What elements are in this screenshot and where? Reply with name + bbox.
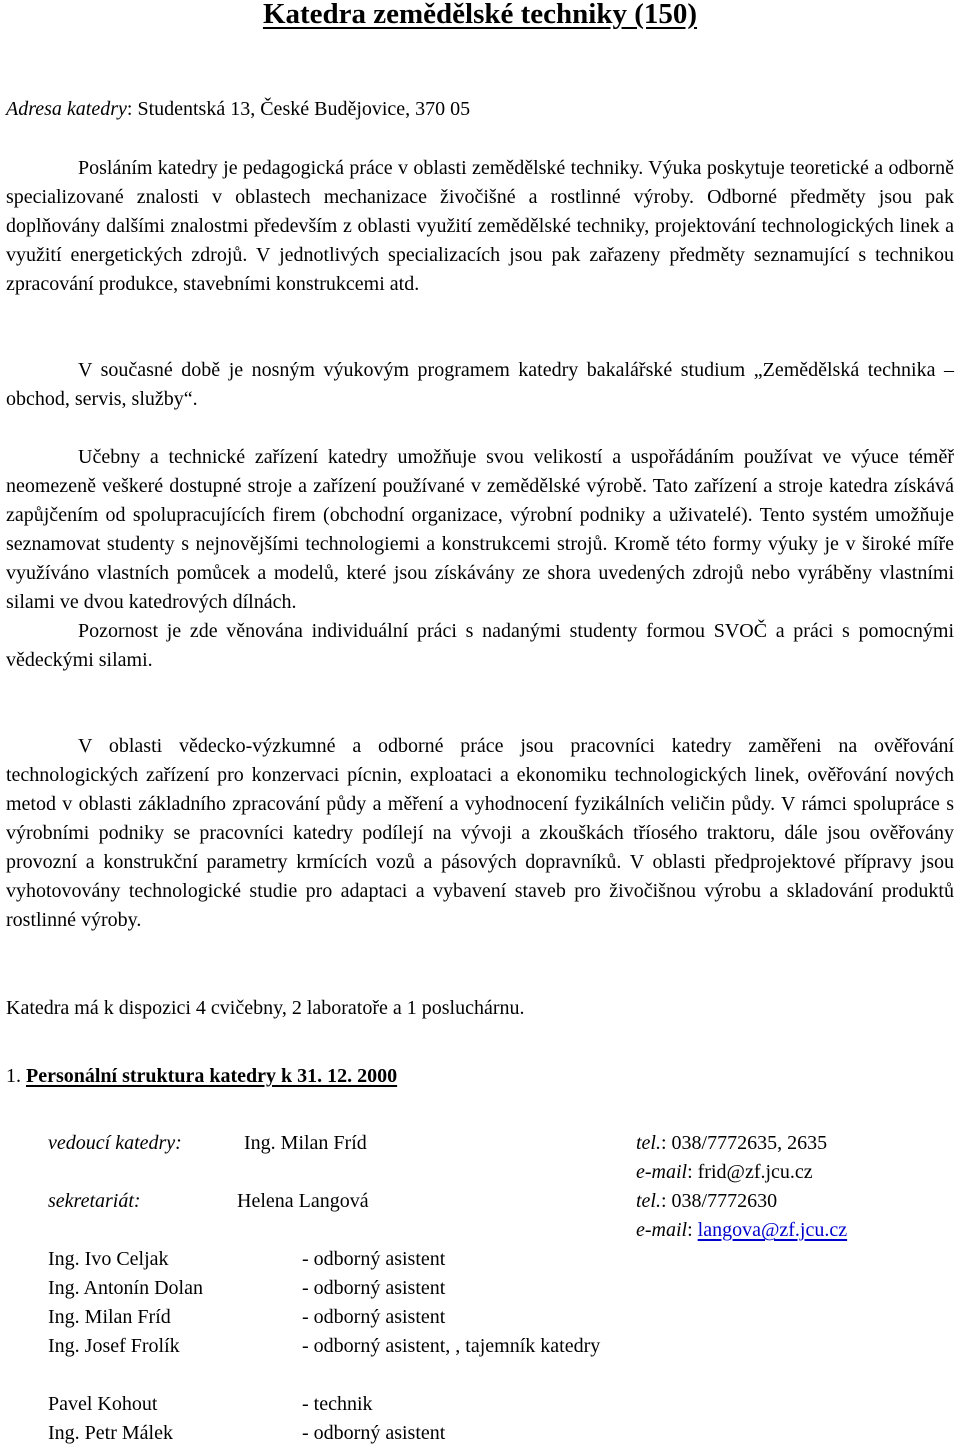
head-role: vedoucí katedry: xyxy=(48,1132,182,1154)
section-title: Personální struktura katedry k 31. 12. 2000 xyxy=(26,1065,398,1087)
email-label: e-mail xyxy=(636,1161,688,1183)
staff-position: - odborný asistent xyxy=(302,1277,446,1299)
head-email xyxy=(636,1159,813,1185)
address-value: : Studentská 13, České Budějovice, 370 05 xyxy=(126,98,471,120)
head-name: Ing. Milan Fríd xyxy=(244,1132,367,1154)
staff-position: - odborný asistent, , tajemník katedry xyxy=(302,1335,601,1357)
staff-position: - odborný asistent xyxy=(302,1422,446,1444)
address-label: Adresa katedry xyxy=(6,98,127,120)
page-title: Katedra zemědělské techniky (150) xyxy=(262,0,698,30)
paragraph-text: Učebny a technické zařízení katedry umožňuje svou velikostí a uspořádáním používat ve výuce téměř neomezeně veškeré dostupné stroje a zařízení používané v zemědělské výrobě. Tato zařízení a stroje katedra získává zapůjčením od spolupracujících firem (obchodní organizace, výrobní podniky a uživatelé). Tento systém umožňuje seznamovat studenty s nejnovějšími technologiemi a konstrukcemi strojů. Kromě této formy výuky je v široké míře využíváno vlastních pomůcek a modelů, které jsou získávány ze shora uvedených zdrojů nebo vyráběny vlastními silami ve dvou katedrových dílnách. xyxy=(6,446,954,613)
paragraph-text: Posláním katedry je pedagogická práce v oblasti zemědělské techniky. Výuka poskytuje teoretické a odborně specializované znalosti v oblastech mechanizace živočišné a rostlinné výroby. Odborné předměty jsou pak doplňovány dalšími znalostmi především z oblasti využití zemědělské techniky, projektování technologických linek a využití energetických zdrojů. V jednotlivých specializacích jsou pak zařazeny předměty seznamující s technikou zpracování produkce, stavebními konstrukcemi atd. xyxy=(6,157,954,295)
email-prefix: : xyxy=(687,1219,698,1241)
staff-position: - odborný asistent xyxy=(302,1248,446,1270)
secretary-name: Helena Langová xyxy=(237,1190,369,1212)
staff-name: Ing. Josef Frolík xyxy=(48,1335,180,1357)
staff-name: Ing. Ivo Celjak xyxy=(48,1248,169,1270)
staff-name: Ing. Petr Málek xyxy=(48,1422,173,1444)
head-phone xyxy=(636,1130,827,1156)
staff-name: Ing. Antonín Dolan xyxy=(48,1277,203,1299)
phone-value: : 038/7772635, 2635 xyxy=(661,1132,828,1154)
section-heading xyxy=(6,1063,397,1089)
secretary-email xyxy=(636,1217,847,1243)
paragraph-research xyxy=(6,732,954,935)
paragraph-text: Katedra má k dispozici 4 cvičebny, 2 laboratoře a 1 posluchárnu. xyxy=(6,997,525,1019)
staff-name: Pavel Kohout xyxy=(48,1393,158,1415)
paragraph-study-program xyxy=(6,356,954,414)
phone-value: : 038/7772630 xyxy=(661,1190,778,1212)
email-label: e-mail xyxy=(636,1219,688,1241)
staff-name: Ing. Milan Fríd xyxy=(48,1306,171,1328)
staff-position: - technik xyxy=(302,1393,373,1415)
paragraph-facilities xyxy=(6,443,954,675)
staff-position: - odborný asistent xyxy=(302,1306,446,1328)
phone-label: tel. xyxy=(636,1132,661,1154)
secretary-phone xyxy=(636,1188,777,1214)
email-value: : frid@zf.jcu.cz xyxy=(687,1161,813,1183)
section-number: 1. xyxy=(6,1065,26,1087)
paragraph-text: Pozornost je zde věnována individuální práci s nadanými studenty formou SVOČ a práci s pomocnými vědeckými silami. xyxy=(6,620,954,671)
phone-label: tel. xyxy=(636,1190,661,1212)
paragraph-text: V současné době je nosným výukovým programem katedry bakalářské studium „Zemědělská technika – obchod, servis, služby“. xyxy=(6,359,954,410)
paragraph-rooms xyxy=(6,994,954,1023)
paragraph-mission xyxy=(6,154,954,299)
department-address xyxy=(6,96,470,122)
secretary-email-link[interactable]: langova@zf.jcu.cz xyxy=(697,1219,848,1241)
secretary-role: sekretariát: xyxy=(48,1190,141,1212)
paragraph-text: V oblasti vědecko-výzkumné a odborné práce jsou pracovníci katedry zaměřeni na ověřování technologických zařízení pro konzervaci pícnin, exploataci a ekonomiku technologických linek, ověřování nových metod v oblasti základního zpracování půdy a měření a vyhodnocení fyzikálních veličin půdy. V rámci spolupráce s výrobními podniky se pracovníci katedry podílejí na vývoji a zkouškách tříosého traktoru, dále jsou ověřovány provozní a konstrukční parametry krmících vozů a pásových dopravníků. V oblasti předprojektové přípravy jsou vyhotovovány technologické studie pro adaptaci a vybavení staveb pro živočišnou výrobu a skladování produktů rostlinné výroby. xyxy=(6,735,954,931)
